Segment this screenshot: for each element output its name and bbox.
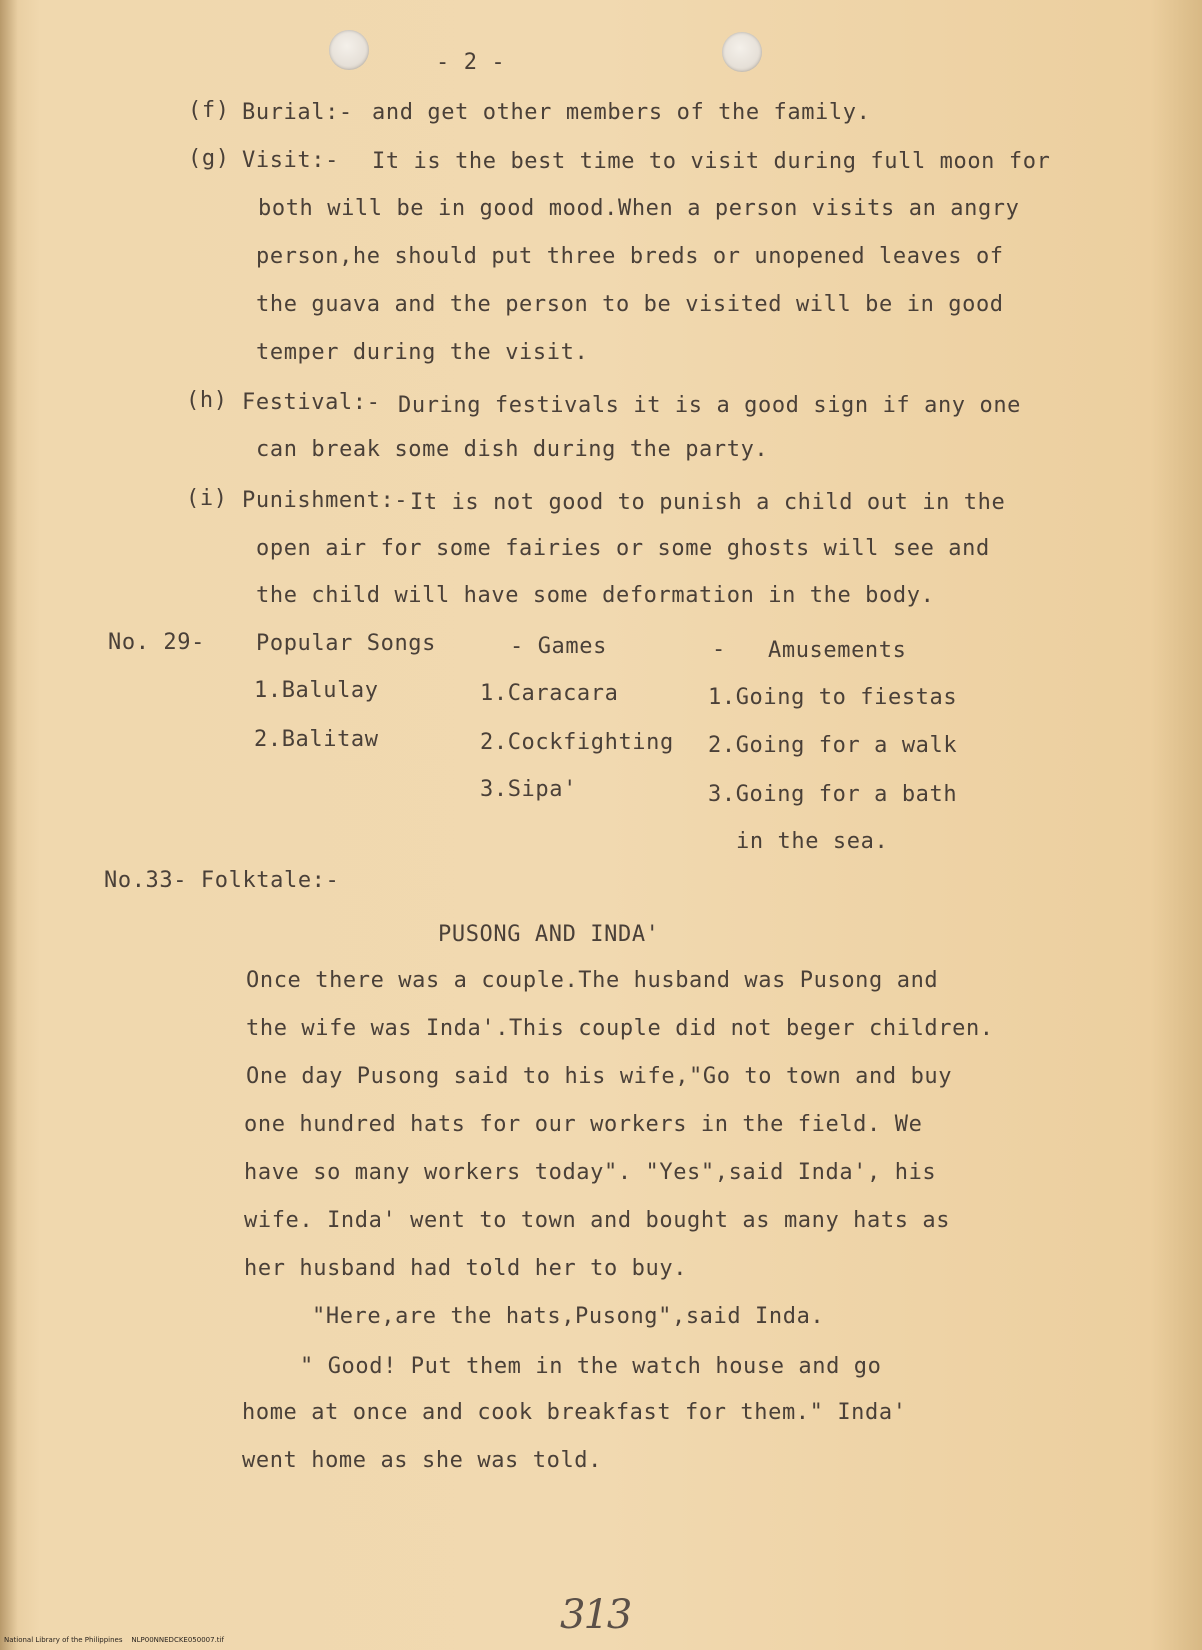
item-g-line: the guava and the person to be visited will be in good <box>256 292 1004 317</box>
item-i-title: Punishment:- <box>242 488 409 513</box>
item-g-label: (g) <box>188 146 230 171</box>
header-amusements: Amusements <box>768 638 907 663</box>
punch-hole-left <box>329 30 369 70</box>
story-line: have so many workers today". "Yes",said Inda', his <box>244 1160 937 1185</box>
item-g-line: person,he should put three breds or unopened leaves of <box>256 244 1004 269</box>
item-i-line: It is not good to punish a child out in the <box>410 490 1006 515</box>
story-line: One day Pusong said to his wife,"Go to town and buy <box>246 1064 953 1089</box>
song-item: 2.Balitaw <box>254 727 379 752</box>
archive-footer: National Library of the Philippines NLP00NNEDCKE050007.tif <box>4 1636 224 1644</box>
game-item: 2.Cockfighting <box>480 730 674 755</box>
story-line: wife. Inda' went to town and bought as many hats as <box>244 1208 951 1233</box>
item-h-title: Festival:- <box>242 390 381 415</box>
item-g-line: both will be in good mood.When a person visits an angry <box>258 196 1020 221</box>
amusement-item: 2.Going for a walk <box>708 733 958 758</box>
item-f-label: (f) <box>188 98 230 123</box>
story-line: went home as she was told. <box>242 1448 602 1473</box>
item-g-line: It is the best time to visit during full moon for <box>372 149 1051 174</box>
item-i-line: the child will have some deformation in the body. <box>256 583 935 608</box>
item-g-line: temper during the visit. <box>256 340 589 365</box>
punch-hole-right <box>722 32 762 72</box>
game-item: 1.Caracara <box>480 681 619 706</box>
story-line: one hundred hats for our workers in the field. We <box>244 1112 923 1137</box>
item-f-title: Burial:- <box>242 100 353 125</box>
section-29-label: No. 29- <box>108 630 205 655</box>
item-i-line: open air for some fairies or some ghosts will see and <box>256 536 990 561</box>
page-number: - 2 - <box>436 50 506 75</box>
item-g-title: Visit:- <box>242 148 339 173</box>
item-f-line: and get other members of the family. <box>372 100 871 125</box>
song-item: 1.Balulay <box>254 678 379 703</box>
header-dash: - <box>712 637 726 662</box>
story-line: home at once and cook breakfast for them." Inda' <box>242 1400 907 1425</box>
amusement-item-cont: in the sea. <box>736 829 889 854</box>
item-i-label: (i) <box>186 486 228 511</box>
story-line: Once there was a couple.The husband was Pusong and <box>246 968 939 993</box>
section-33-label: No.33- Folktale:- <box>104 868 340 893</box>
item-h-label: (h) <box>186 388 228 413</box>
header-games: - Games <box>510 634 607 659</box>
game-item: 3.Sipa' <box>480 777 577 802</box>
story-line: " Good! Put them in the watch house and go <box>300 1354 882 1379</box>
story-title: PUSONG AND INDA' <box>438 922 660 947</box>
story-line: the wife was Inda'.This couple did not beger children. <box>246 1016 994 1041</box>
item-h-line: During festivals it is a good sign if any one <box>398 393 1022 418</box>
header-popular-songs: Popular Songs <box>256 631 436 656</box>
story-line: her husband had told her to buy. <box>244 1256 688 1281</box>
item-h-line: can break some dish during the party. <box>256 437 769 462</box>
amusement-item: 1.Going to fiestas <box>708 685 958 710</box>
handwritten-page-number: 313 <box>560 1592 631 1638</box>
story-line: "Here,are the hats,Pusong",said Inda. <box>312 1304 825 1329</box>
amusement-item: 3.Going for a bath <box>708 782 958 807</box>
